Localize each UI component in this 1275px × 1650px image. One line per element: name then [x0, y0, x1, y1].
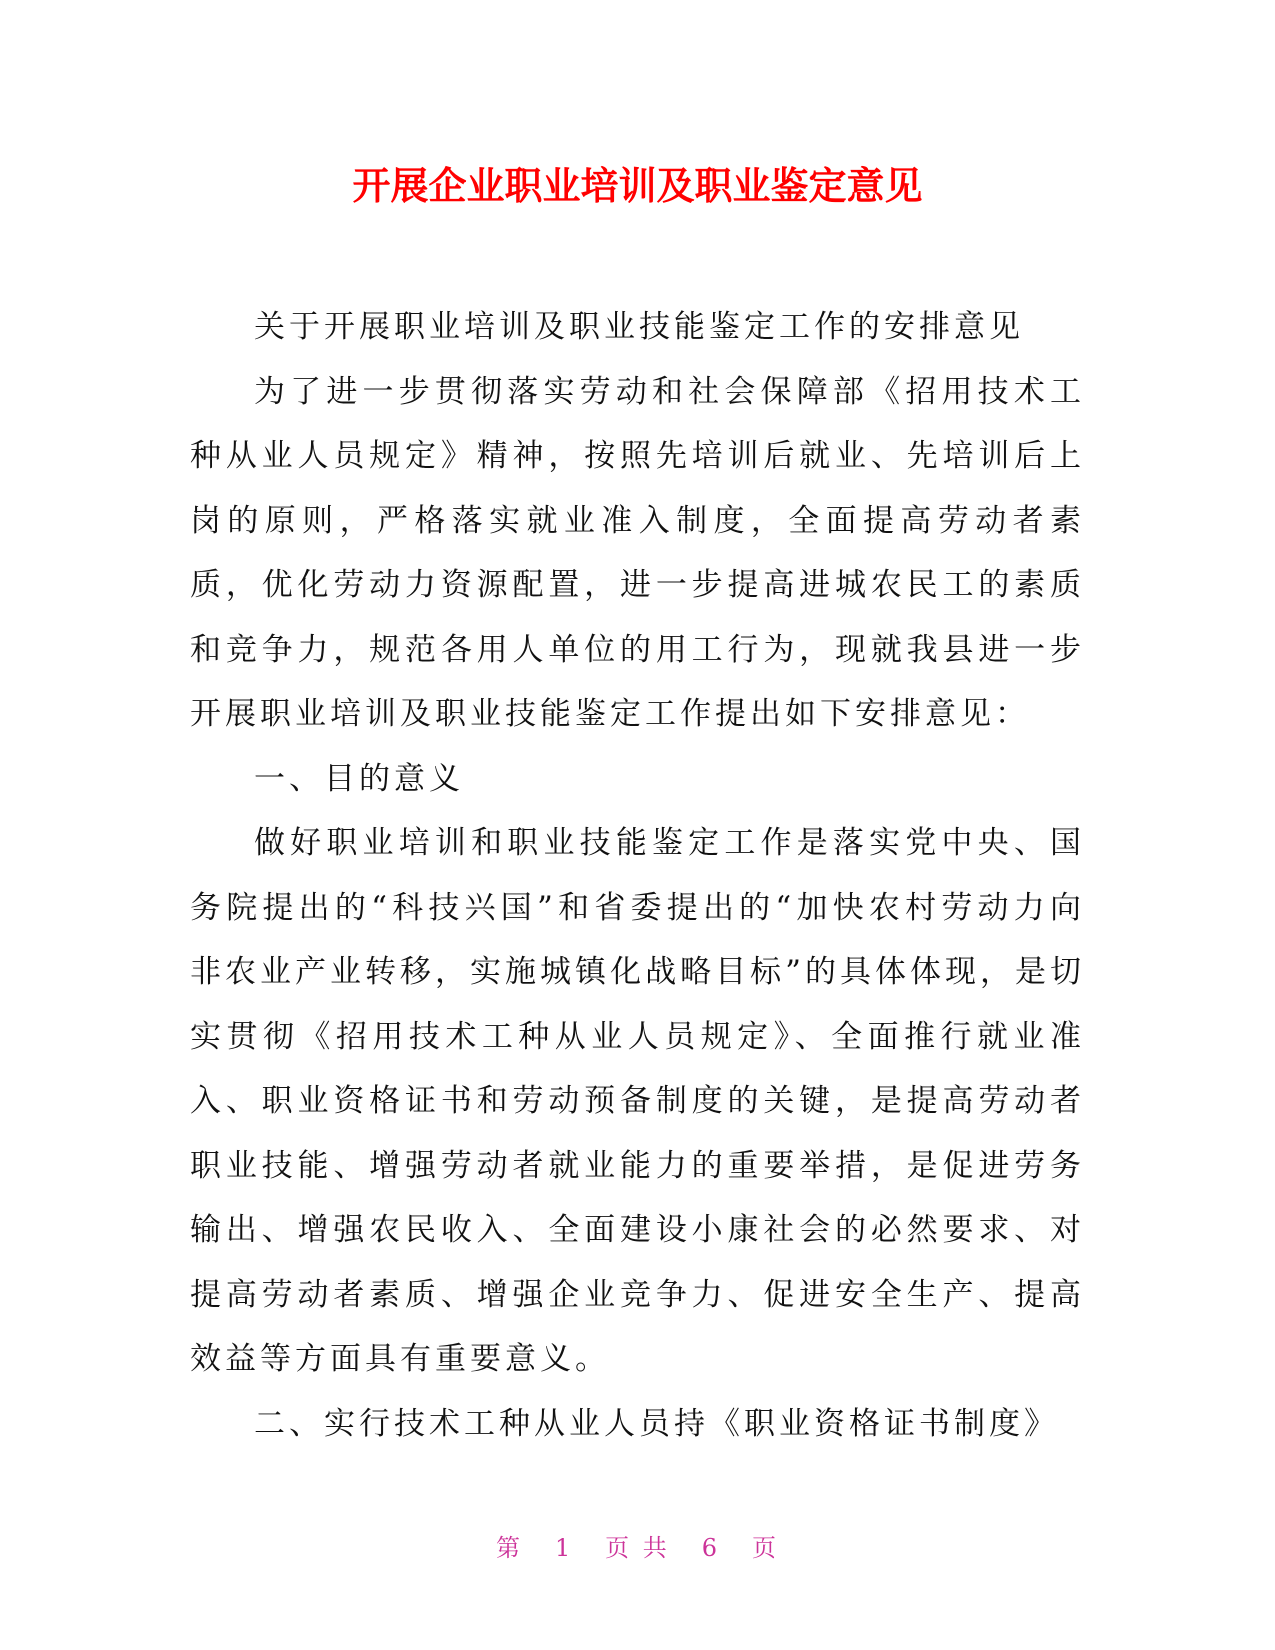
footer-middle: 页 共 — [605, 1534, 670, 1562]
document-body — [190, 295, 1085, 1456]
section-heading-purpose: 一、目的意义 — [254, 760, 464, 797]
footer-prefix: 第 — [496, 1534, 524, 1562]
section-heading-certificate: 二、实行技术工种从业人员持《职业资格证书制度》 — [254, 1405, 1059, 1442]
paragraph-intro: 为了进一步贯彻落实劳动和社会保障部《招用技术工种从业人员规定》精神，按照先培训后就业、先培训后上岗的原则，严格落实就业准入制度，全面提高劳动者素质，优化劳动力资源配置，进一步提高进城农民工的素质和竞争力，规范各用人单位的用工行为，现就我县进一步开展职业培训及职业技能鉴定工作提出如下安排意见： — [190, 373, 1085, 732]
paragraph-subtitle: 关于开展职业培训及职业技能鉴定工作的安排意见 — [254, 309, 1024, 345]
footer-suffix: 页 — [751, 1534, 779, 1562]
paragraph-purpose: 做好职业培训和职业技能鉴定工作是落实党中央、国务院提出的“科技兴国”和省委提出的“加快农村劳动力向非农业产业转移，实施城镇化战略目标”的具体体现，是切实贯彻《招用技术工种从业人员规定》、全面推行就业准入、职业资格证书和劳动预备制度的关键，是提高劳动者职业技能、增强劳动者就业能力的重要举措，是促进劳务输出、增强农民收入、全面建设小康社会的必然要求、对提高劳动者素质、增强企业竞争力、促进安全生产、提高效益等方面具有重要意义。 — [190, 825, 1085, 1377]
current-page-number: 1 — [554, 1534, 574, 1562]
page-footer — [0, 1533, 1275, 1563]
total-page-number: 6 — [701, 1534, 721, 1562]
document-title: 开展企业职业培训及职业鉴定意见 — [352, 164, 923, 208]
